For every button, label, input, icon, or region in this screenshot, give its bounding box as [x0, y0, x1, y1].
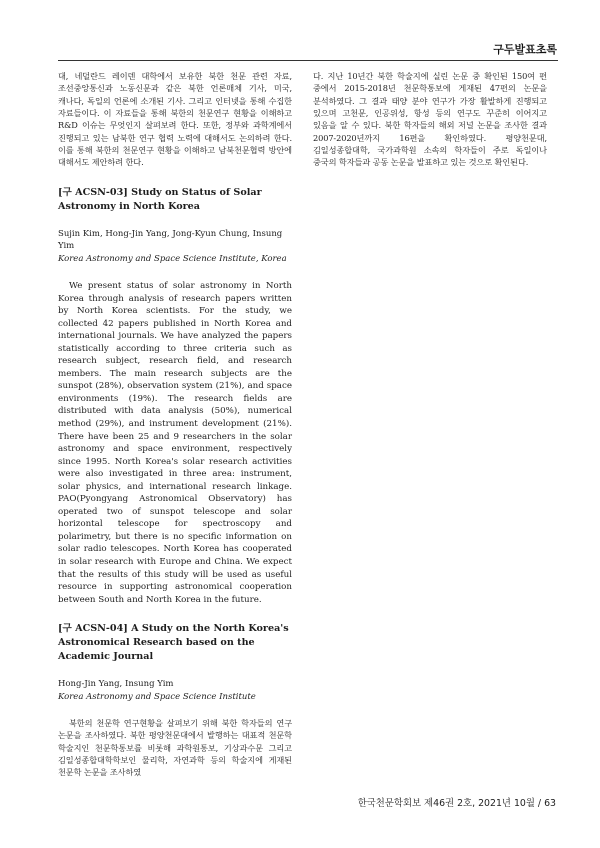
- abstract-body-continuation: 다. 지난 10년간 북한 학술지에 실린 논문 중 확인된 150여 편 중에서 2015-2018년 천문학통보에 게재된 47편의 논문을 분석하였다. 그 결과 태양 분야 연구가 가장 활발하게 진행되고 있으며 고천문, 인공위성, 항성 등의 연구도 꾸준히 이어지고 있음을 알 수 있다. 북한 학자들의 해외 저널 논문을 조사한 결과 2007-2020년까지 16편을 확인하였다. 평양천문대, 김일성종합대학, 국가과학원 소속의 학자들이 주로 독일이나 중국의 학자들과 공동 논문을 발표하고 있는 것으로 확인된다.: [313, 71, 547, 168]
- abstract-title: [구 ACSN-04] A Study on the North Korea's Astronomical Research based on the Academic Journal: [58, 623, 289, 663]
- abstract-acsn-04: [58, 622, 292, 779]
- right-column: [313, 70, 547, 169]
- header-divider: [58, 60, 558, 61]
- abstract-affiliation: Korea Astronomy and Space Science Institute: [58, 691, 256, 702]
- abstract-acsn-03: [58, 186, 292, 606]
- abstract-title: [구 ACSN-03] Study on Status of Solar Astronomy in North Korea: [58, 186, 262, 212]
- abstract-body: 북한의 천문학 연구현황을 살펴보기 위해 북한 학자들의 연구 논문을 조사하였다. 북한 평양천문대에서 발행하는 대표적 천문학 학술지인 천문학통보를 비롯해 과학원통보, 기상과수문 그리고 김일성종합대학학보인 물리학, 자연과학 등의 학술지에 게재된 천문학 논문을 조사하였: [58, 718, 292, 778]
- section-label: 구두발표초록: [493, 43, 557, 56]
- page-footer-citation: 한국천문학회보 제46권 2호, 2021년 10월 / 63: [357, 798, 556, 809]
- abstract-authors: Hong-Jin Yang, Insung Yim: [58, 679, 174, 690]
- abstract-affiliation: Korea Astronomy and Space Science Institute, Korea: [58, 253, 287, 264]
- abstract-body: We present status of solar astronomy in North Korea through analysis of research papers written by North Korea scientists. For the study, we collected 42 papers published in North Korea and international journals. We have analyzed the papers statistically according to three criteria such as research subject, research field, and research members. The main research subjects are the sunspot (28%), observation system (21%), and space environments (19%). The research fields are distributed with data analysis (50%), numerical method (29%), and instrument development (21%). There have been 25 and 9 researchers in the solar astronomy and space environment, respectively since 1995. North Korea's solar research activities were also investigated in three area: instrument, solar physics, and international research linkage. PAO(Pyongyang Astronomical Observatory) has operated two of sunspot telescope and solar horizontal telescope for spectroscopy and polarimetry, but there is no specific information on solar radio telescopes. North Korea has cooperated in solar research with Europe and China. We expect that the results of this study will be used as useful resource in supporting astronomical cooperation between South and North Korea in the future.: [58, 280, 292, 605]
- abstract-authors: Sujin Kim, Hong-Jin Yang, Jong-Kyun Chung, Insung Yim: [58, 228, 283, 252]
- left-column: [58, 70, 292, 779]
- intro-continuation-text: 대, 네덜란드 레이덴 대학에서 보유한 북한 천문 관련 자료, 조선중앙통신과 노동신문과 같은 북한 언론매체 기사, 미국, 캐나다, 독일의 언론에 소개된 기사. 그리고 인터넷을 통해 수집한 자료들이다. 이 자료들을 통해 북한의 천문연구 현황을 이해하고 R&D 이슈는 무엇인지 살펴보려 한다. 또한, 정부와 과학계에서 진행되고 있는 남북한 연구 협력 노력에 대해서도 논의하려 한다. 이를 통해 북한의 천문연구 현황을 이해하고 남북천문협력 방안에 대해서도 제안하려 한다.: [58, 71, 292, 168]
